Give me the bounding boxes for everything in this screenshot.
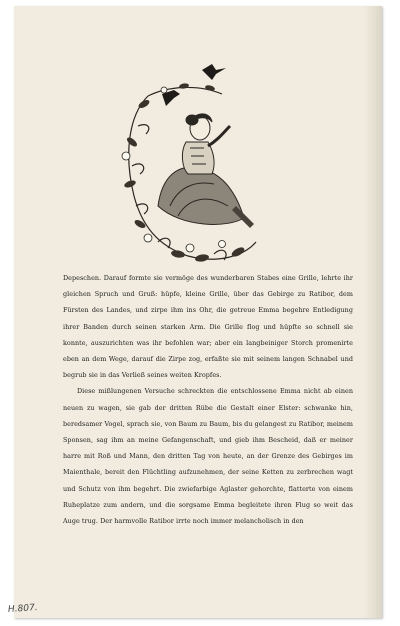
body-text [63, 270, 353, 529]
vignette-woman-with-birds-icon [118, 56, 266, 268]
page-gutter-shadow [364, 6, 382, 618]
paragraph: Diese mißlungenen Versuche schreckten die entschlossene Emma nicht ab einen neuen zu wagen, sie gab der dritten Rübe die Gestalt einer Elster: schwanke hin, beredsamer Vogel, sprach sie, von Baum zu Baum, bis du gelangest zu Ratibor, meinem Sponsen, sag ihm an meine Gefangenschaft, und gieb ihm Bescheid, daß er meiner harre mit Roß und Mann, den dritten Tag von heute, an der Grenze des Gebirges im Maienthale, bereit den Flüchtling aufzunehmen, der seine Ketten zu zerbrechen wagt und Schutz von ihm begehrt. Die zwiefarbige Aglaster gehorchte, flatterte von einem Ruheplatze zum andern, und die sorgsame Emma begleitete ihren Flug so weit das Auge trug. Der harmvolle Ratibor irrte noch immer melancholisch in den [63, 387, 353, 526]
paragraph: Depeschen. Darauf formte sie vermöge des wunderbaren Stabes eine Grille, lehrte ihr gleichen Spruch und Gruß: hüpfe, kleine Grille, über das Gebirge zu Ratibor, dem Fürsten des Landes, und zirpe ihm ins Ohr, die getreue Emma begehre Entledigung ihrer Banden durch seinen starken Arm. Die Grille flog und hüpfte so schnell sie konnte, auszurichten was ihr befohlen war; aber ein langbeiniger Storch promenirte eben an dem Wege, darauf die Zirpe zog, erfaßte sie mit seinem langen Schnabel und begrub sie in das Verließ seines weiten Kropfes. [63, 274, 353, 380]
shelfmark-annotation: H.807. [7, 602, 38, 616]
